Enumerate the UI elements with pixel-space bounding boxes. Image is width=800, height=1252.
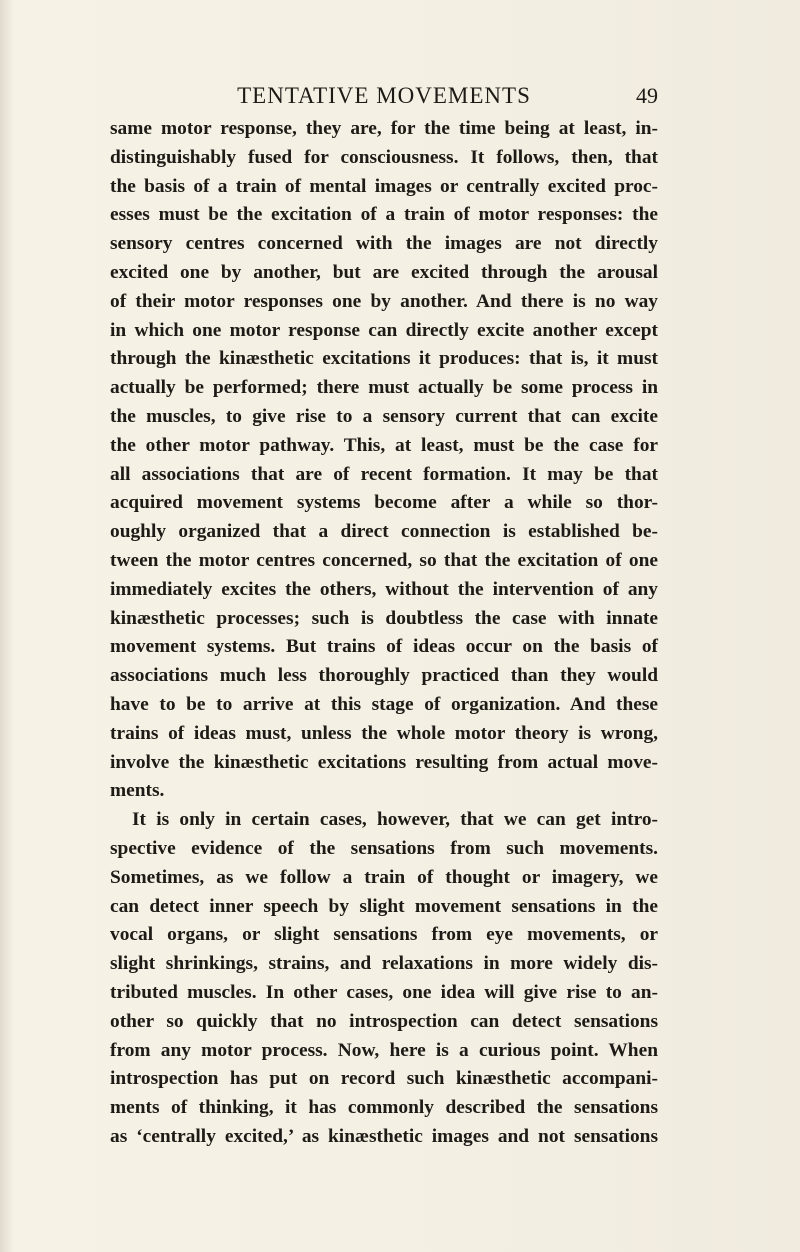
text-line: Sometimes, as we follow a train of thought or imagery, we — [110, 866, 658, 888]
text-line: immediately excites the others, without the intervention of any — [110, 578, 658, 600]
page-gutter-shadow — [0, 0, 14, 1252]
text-line: excited one by another, but are excited through the arousal — [110, 261, 658, 283]
text-line: distinguishably fused for consciousness. It follows, then, that — [110, 146, 658, 168]
text-line: all associations that are of recent formation. It may be that — [110, 463, 658, 485]
running-title: TENTATIVE MOVEMENTS — [237, 83, 531, 108]
body-text — [110, 115, 658, 1152]
text-line: the muscles, to give rise to a sensory current that can excite — [110, 405, 658, 427]
text-line: vocal organs, or slight sensations from eye movements, or — [110, 924, 658, 946]
text-line: same motor response, they are, for the time being at least, in- — [110, 118, 658, 139]
text-line: have to be to arrive at this stage of organization. And these — [110, 693, 658, 715]
page-number: 49 — [636, 83, 658, 108]
running-head — [110, 80, 658, 112]
text-line: acquired movement systems become after a while so thor- — [110, 492, 658, 514]
text-line: sensory centres concerned with the images are not directly — [110, 233, 658, 255]
text-line: slight shrinkings, strains, and relaxations in more widely dis- — [110, 953, 658, 975]
text-line: tween the motor centres concerned, so that the excitation of one — [110, 549, 658, 571]
text-line: oughly organized that a direct connection is established be- — [110, 521, 658, 543]
text-line: ments of thinking, it has commonly described the sensations — [110, 1097, 658, 1119]
text-line: can detect inner speech by slight movement sensations in the — [110, 895, 658, 917]
text-line: as ‘centrally excited,’ as kinæsthetic images and not sensations — [110, 1125, 658, 1147]
text-line: spective evidence of the sensations from such movements. — [110, 837, 658, 859]
text-line: involve the kinæsthetic excitations resulting from actual move- — [110, 751, 658, 773]
text-line: from any motor process. Now, here is a curious point. When — [110, 1039, 658, 1061]
text-line: tributed muscles. In other cases, one idea will give rise to an- — [110, 981, 658, 1003]
text-line: It is only in certain cases, however, that we can get intro- — [132, 809, 658, 831]
text-line: the basis of a train of mental images or centrally excited proc- — [110, 175, 658, 197]
text-line: esses must be the excitation of a train of motor responses: the — [110, 204, 658, 226]
text-line: of their motor responses one by another. And there is no way — [110, 290, 658, 312]
text-line: introspection has put on record such kinæsthetic accompani- — [110, 1068, 658, 1090]
text-line: actually be performed; there must actually be some process in — [110, 377, 658, 399]
text-line: trains of ideas must, unless the whole motor theory is wrong, — [110, 722, 658, 744]
text-line: the other motor pathway. This, at least, must be the case for — [110, 434, 658, 456]
text-line: ments. — [110, 780, 165, 802]
text-line: movement systems. But trains of ideas occur on the basis of — [110, 636, 658, 658]
text-line: associations much less thoroughly practiced than they would — [110, 665, 658, 687]
text-line: kinæsthetic processes; such is doubtless the case with innate — [110, 607, 658, 629]
text-line: through the kinæsthetic excitations it produces: that is, it must — [110, 348, 658, 370]
text-line: other so quickly that no introspection can detect sensations — [110, 1010, 658, 1032]
text-line: in which one motor response can directly excite another except — [110, 319, 658, 341]
